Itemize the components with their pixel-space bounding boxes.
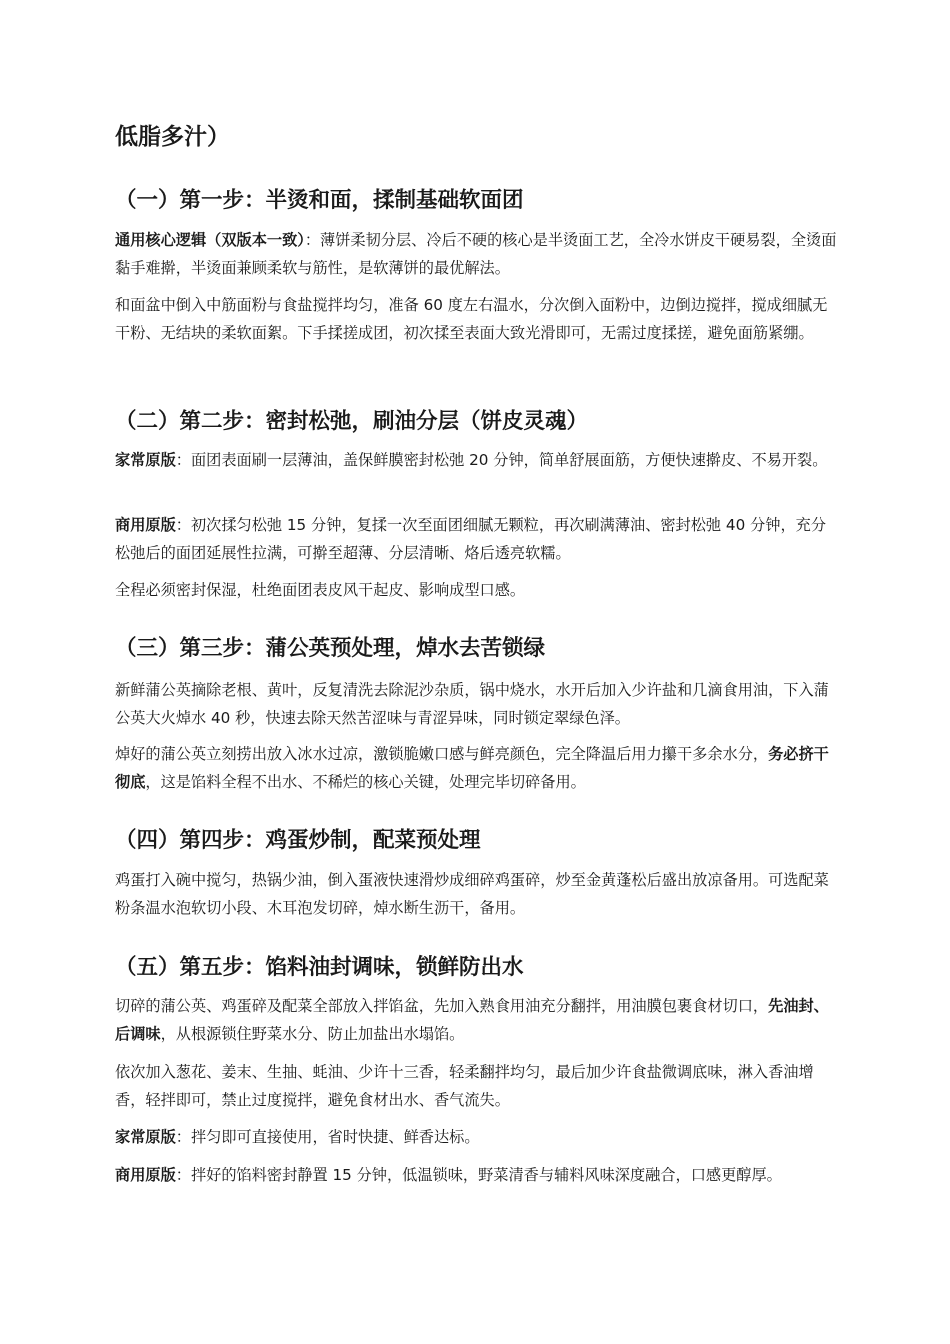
paragraph: [115, 291, 837, 347]
paragraph-text: ：拌匀即可直接使用，省时快捷、鲜香达标。: [175, 1128, 480, 1146]
paragraph-text: 鸡蛋打入碗中搅匀，热锅少油，倒入蛋液快速滑炒成细碎鸡蛋碎，炒至金黄蓬松后盛出放凉备用。可选配菜粉条温水泡软切小段、木耳泡发切碎，焯水断生沥干，备用。: [115, 871, 829, 917]
paragraph-text: 全程必须密封保湿，杜绝面团表皮风干起皮、影响成型口感。: [115, 581, 526, 599]
paragraph-text: 依次加入葱花、姜末、生抽、蚝油、少许十三香，轻柔翻拌均匀，最后加少许食盐微调底味，淋入香油增香，轻拌即可，禁止过度搅拌，避免食材出水、香气流失。: [115, 1063, 814, 1109]
paragraph-text: ：拌好的馅料密封静置 15 分钟，低温锁味，野菜清香与辅料风味深度融合，口感更醇厚。: [175, 1166, 782, 1184]
bold-lead: 通用核心逻辑（双版本一致）: [115, 231, 305, 249]
paragraph-text: ：薄饼柔韧分层、冷后不硬的核心是半烫面工艺，全冷水饼皮干硬易裂，全烫面黏手难擀，半烫面兼顾柔软与筋性，是软薄饼的最优解法。: [115, 231, 837, 277]
section-heading-2: （二）第二步：密封松弛，刷油分层（饼皮灵魂）: [115, 409, 589, 434]
bold-lead: 家常原版: [115, 1128, 176, 1146]
paragraph: [115, 226, 837, 282]
bold-lead: 商用原版: [115, 1166, 176, 1184]
bold-emphasis: 先油封、后调味: [115, 997, 829, 1043]
paragraph: [115, 1123, 837, 1151]
paragraph: [115, 1161, 837, 1189]
paragraph-text: ：面团表面刷一层薄油，盖保鲜膜密封松弛 20 分钟，简单舒展面筋，方便快速擀皮、不易开裂。: [175, 451, 828, 469]
paragraph-text: 切碎的蒲公英、鸡蛋碎及配菜全部放入拌馅盆，先加入熟食用油充分翻拌，用油膜包裹食材切口，: [115, 997, 769, 1015]
paragraph: [115, 866, 837, 922]
paragraph-text: 新鲜蒲公英摘除老根、黄叶，反复清洗去除泥沙杂质，锅中烧水，水开后加入少许盐和几滴食用油，下入蒲公英大火焯水 40 秒，快速去除天然苦涩味与青涩异味，同时锁定翠绿色泽。: [115, 681, 829, 727]
paragraph-text: ，这是馅料全程不出水、不稀烂的核心关键，处理完毕切碎备用。: [145, 773, 586, 791]
paragraph-text: 焯好的蒲公英立刻捞出放入冰水过凉，激锁脆嫩口感与鲜亮颜色，完全降温后用力攥干多余水分，: [115, 745, 769, 763]
section-heading-3: （三）第三步：蒲公英预处理，焯水去苦锁绿: [115, 636, 546, 661]
paragraph-text: 和面盆中倒入中筋面粉与食盐搅拌均匀，准备 60 度左右温水，分次倒入面粉中，边倒边搅拌，搅成细腻无干粉、无结块的柔软面絮。下手揉搓成团，初次揉至表面大致光滑即可，无需过度揉搓，避免面筋紧绷。: [115, 296, 828, 342]
bold-lead: 家常原版: [115, 451, 176, 469]
paragraph-text: ，从根源锁住野菜水分、防止加盐出水塌馅。: [160, 1025, 465, 1043]
bold-lead: 商用原版: [115, 516, 176, 534]
paragraph: [115, 446, 837, 474]
section-heading-1: （一）第一步：半烫和面，揉制基础软面团: [115, 188, 524, 213]
section-heading-4: （四）第四步：鸡蛋炒制，配菜预处理: [115, 828, 481, 853]
paragraph: [115, 676, 837, 732]
paragraph: [115, 992, 837, 1048]
bold-emphasis: 务必挤干彻底: [115, 745, 829, 791]
paragraph-text: ：初次揉匀松弛 15 分钟，复揉一次至面团细腻无颗粒，再次刷满薄油、密封松弛 40 分钟，充分松弛后的面团延展性拉满，可擀至超薄、分层清晰、烙后透亮软糯。: [115, 516, 827, 562]
paragraph: [115, 740, 837, 796]
section-heading-5: （五）第五步：馅料油封调味，锁鲜防出水: [115, 955, 524, 980]
paragraph: [115, 511, 837, 567]
page-title: 低脂多汁）: [115, 124, 230, 150]
paragraph: [115, 1058, 837, 1114]
paragraph: [115, 576, 837, 604]
